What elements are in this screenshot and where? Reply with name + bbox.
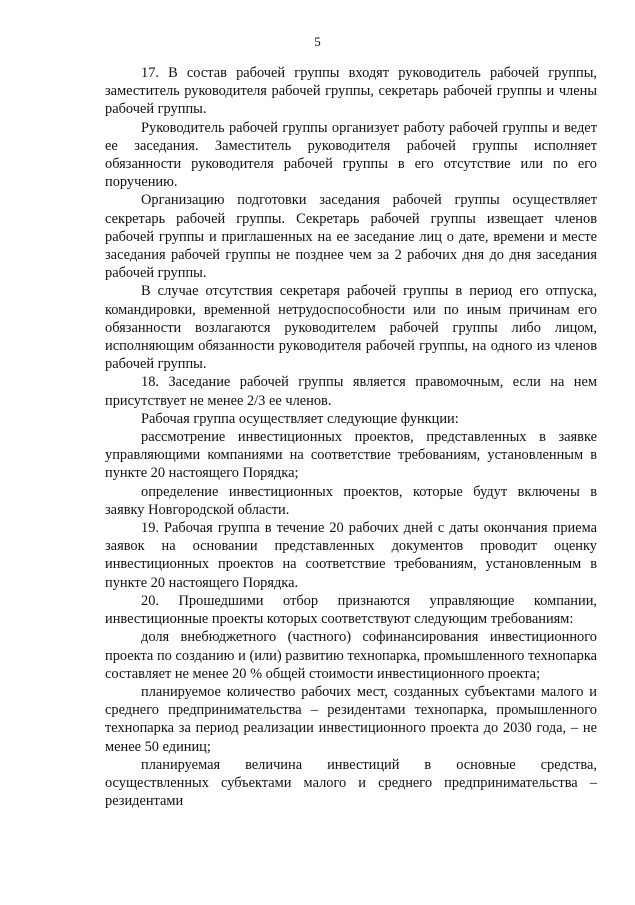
- paragraph-20: 20. Прошедшими отбор признаются управляющие компании, инвестиционные проекты которых соответствуют следующим требованиям:: [105, 592, 597, 628]
- paragraph-19: 19. Рабочая группа в течение 20 рабочих дней с даты окончания приема заявок на основании представленных документов проводит оценку инвестиционных проектов на соответствие требованиям, установленным в пункте 20 настоящего Порядка.: [105, 520, 597, 591]
- paragraph-secretary-absence: В случае отсутствия секретаря рабочей группы в период его отпуска, командировки, временной нетрудоспособности или по иным причинам его обязанности возлагаются руководителем рабочей группы либо лицом, исполняющим обязанности руководителя рабочей группы, на одного из членов рабочей группы.: [105, 283, 597, 373]
- paragraph-functions-intro: Рабочая группа осуществляет следующие функции:: [141, 410, 459, 427]
- document-body: [105, 64, 597, 810]
- paragraph-requirement-jobs: планируемое количество рабочих мест, созданных субъектами малого и среднего предпринимательства – резидентами технопарка, промышленного технопарка за период реализации инвестиционного проекта до 2030 года, – не менее 50 единиц;: [105, 683, 597, 755]
- paragraph-requirement-investments: планируемая величина инвестиций в основные средства, осуществленных субъектами малого и среднего предпринимательства – резидентами: [105, 756, 597, 810]
- paragraph-18: 18. Заседание рабочей группы является правомочным, если на нем присутствует не менее 2/3 ее членов.: [105, 374, 597, 409]
- paragraph-function-review: рассмотрение инвестиционных проектов, представленных в заявке управляющими компаниями на соответствие требованиям, установленным в пункте 20 настоящего Порядка;: [105, 429, 597, 482]
- paragraph-leader-duties: Руководитель рабочей группы организует работу рабочей группы и ведет ее заседания. Заместитель руководителя рабочей группы исполняет обязанности руководителя рабочей группы в его отсутствие или по его поручению.: [105, 119, 597, 191]
- paragraph-17: 17. В состав рабочей группы входят руководитель рабочей группы, заместитель руководителя рабочей группы, секретарь рабочей группы и члены рабочей группы.: [105, 65, 597, 118]
- paragraph-function-selection: определение инвестиционных проектов, которые будут включены в заявку Новгородской области.: [105, 483, 597, 518]
- paragraph-requirement-cofinancing: доля внебюджетного (частного) софинансирования инвестиционного проекта по созданию и (или) развитию технопарка, промышленного технопарка составляет не менее 20 % общей стоимости инвестиционного проекта;: [105, 629, 597, 682]
- paragraph-secretary-duties: Организацию подготовки заседания рабочей группы осуществляет секретарь рабочей группы. Секретарь рабочей группы извещает членов рабочей группы и приглашенных на ее заседание лиц о дате, времени и месте заседания рабочей группы не позднее чем за 2 рабочих дня до дня заседания рабочей группы.: [105, 192, 597, 282]
- page-number: 5: [314, 34, 321, 49]
